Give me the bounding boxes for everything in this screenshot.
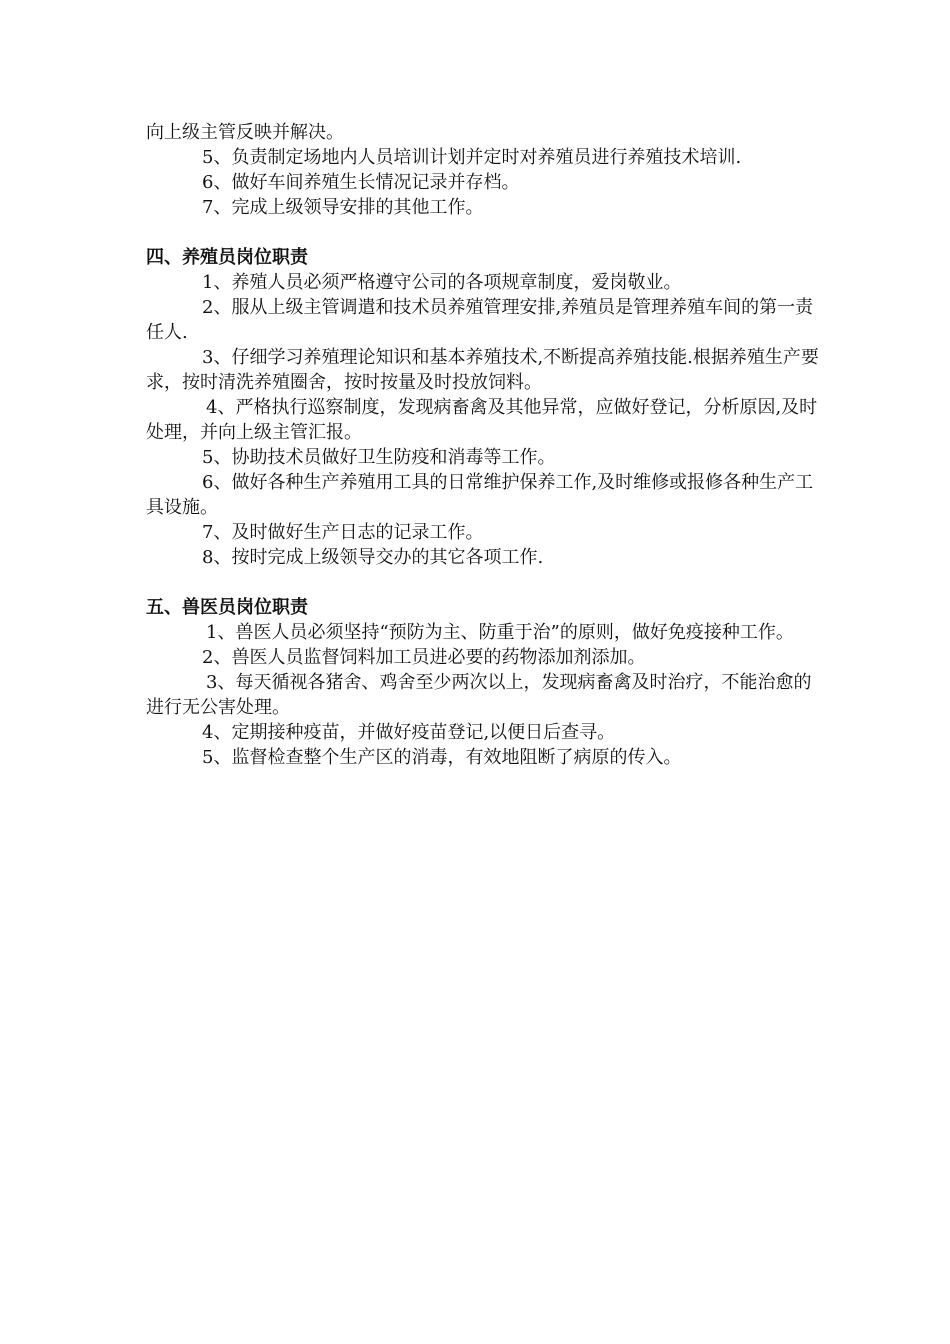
- section3-item-6: 6、做好车间养殖生长情况记录并存档。: [202, 172, 520, 193]
- section3-continuation: 向上级主管反映并解决。: [146, 122, 344, 143]
- section5-item-2: 2、兽医人员监督饲料加工员进必要的药物添加剂添加。: [202, 647, 646, 668]
- section4-item-3: 3、仔细学习养殖理论知识和基本养殖技术,不断提高养殖技能.根据养殖生产要求，按时清洗养殖圈舍，按时按量及时投放饲料。: [146, 347, 819, 393]
- section4-item-4: 4、严格执行巡察制度，发现病畜禽及其他异常，应做好登记，分析原因,及时处理，并向上级主管汇报。: [146, 397, 818, 443]
- section4-item-7: 7、及时做好生产日志的记录工作。: [202, 522, 484, 543]
- section5-item-4: 4、定期接种疫苗，并做好疫苗登记,以便日后查寻。: [202, 722, 616, 743]
- section5-item-3: 3、每天循视各猪舍、鸡舍至少两次以上，发现病畜禽及时治疗，不能治愈的进行无公害处理。: [146, 672, 812, 718]
- section5-heading: 五、兽医员岗位职责: [146, 597, 308, 618]
- section4-item-1: 1、养殖人员必须严格遵守公司的各项规章制度，爱岗敬业。: [202, 272, 682, 293]
- section4-item-6: 6、做好各种生产养殖用工具的日常维护保养工作,及时维修或报修各种生产工具设施。: [146, 472, 814, 518]
- section3-item-5: 5、负责制定场地内人员培训计划并定时对养殖员进行养殖技术培训.: [202, 147, 742, 168]
- section5-item-5: 5、监督检查整个生产区的消毒，有效地阻断了病原的传入。: [202, 747, 682, 768]
- document-body: [146, 120, 826, 770]
- section3-item-7: 7、完成上级领导安排的其他工作。: [202, 197, 484, 218]
- section4-item-8: 8、按时完成上级领导交办的其它各项工作.: [202, 547, 544, 568]
- section5-item-1: 1、兽医人员必须坚持“预防为主、防重于治”的原则，做好免疫接种工作。: [206, 622, 794, 643]
- section4-heading: 四、养殖员岗位职责: [146, 247, 308, 268]
- section4-item-2: 2、服从上级主管调遣和技术员养殖管理安排,养殖员是管理养殖车间的第一责任人.: [146, 297, 814, 343]
- section4-item-5: 5、协助技术员做好卫生防疫和消毒等工作。: [202, 447, 556, 468]
